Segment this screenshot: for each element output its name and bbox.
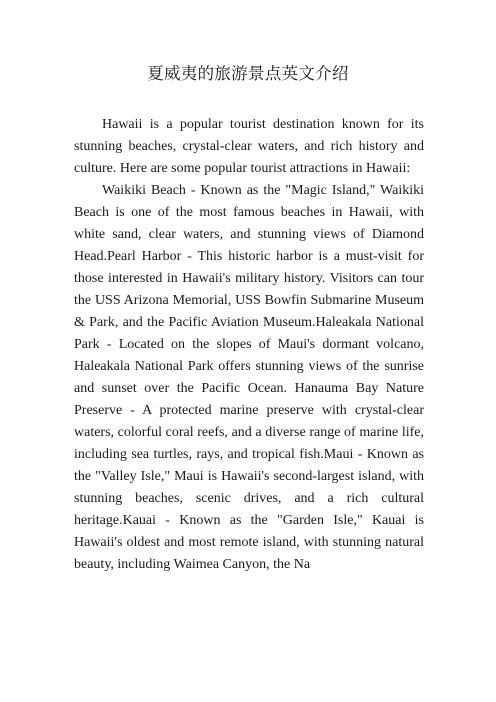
intro-paragraph: Hawaii is a popular tourist destination known for its stunning beaches, crystal-clear waters, and rich history and culture. Here are some popular tourist attractions in Hawaii: bbox=[74, 117, 424, 176]
document-title: 夏威夷的旅游景点英文介绍 bbox=[147, 64, 349, 83]
attractions-paragraph: Waikiki Beach - Known as the "Magic Island," Waikiki Beach is one of the most famous beaches in Hawaii, with white sand, clear waters, and stunning views of Diamond Head.Pearl Harbor - This historic harbor is a must-visit for those interested in Hawaii's military history. Visitors can tour the USS Arizona Memorial, USS Bowfin Submarine Museum & Park, and the Pacific Aviation Museum.Haleakala National Park - Located on the slopes of Maui's dormant volcano, Haleakala National Park offers stunning views of the sunrise and sunset over the Pacific Ocean. Hanauma Bay Nature Preserve - A protected marine preserve with crystal-clear waters, colorful coral reefs, and a diverse range of marine life, including sea turtles, rays, and tropical fish.Maui - Known as the "Valley Isle," Maui is Hawaii's second-largest island, with stunning beaches, scenic drives, and a rich cultural heritage.Kauai - Known as the "Garden Isle," Kauai is Hawaii's oldest and most remote island, with stunning natural beauty, including Waimea Canyon, the Na bbox=[74, 183, 424, 572]
document-body bbox=[74, 114, 424, 576]
